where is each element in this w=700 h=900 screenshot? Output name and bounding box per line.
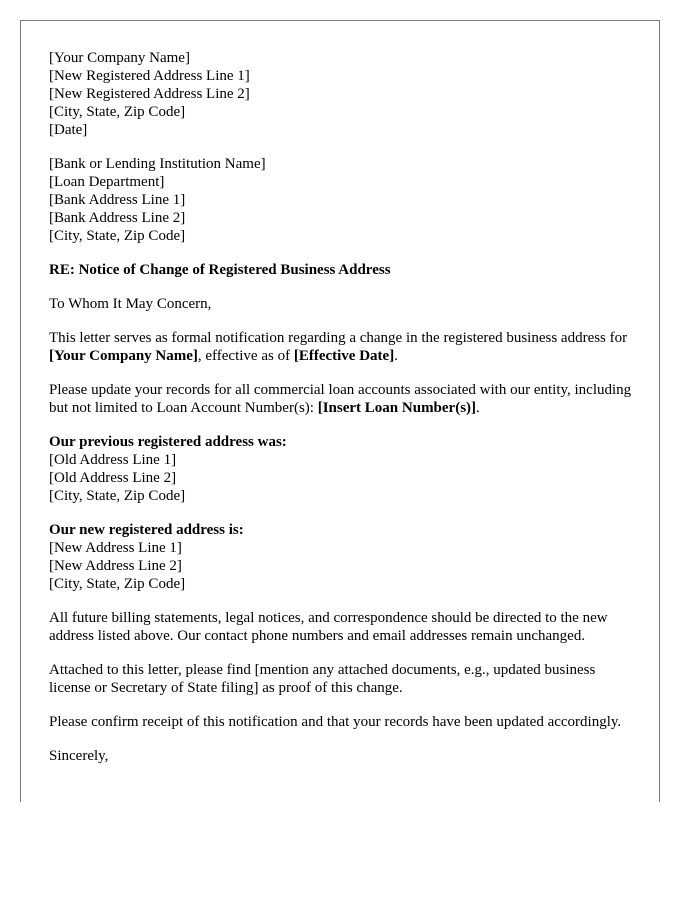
effective-date-placeholder: [Effective Date] (293, 348, 395, 364)
letter-page (20, 20, 660, 802)
recipient-department: [Loan Department] (49, 174, 165, 190)
salutation: To Whom It May Concern, (49, 296, 212, 312)
recipient-address-line-1: [Bank Address Line 1] (49, 192, 186, 208)
recipient-city-state-zip: [City, State, Zip Code] (49, 228, 186, 244)
recipient-address-line-2: [Bank Address Line 2] (49, 210, 186, 226)
paragraph-confirm-receipt: Please confirm receipt of this notification and that your records have been updated accordingly. (49, 714, 622, 730)
sender-address-line-1: [New Registered Address Line 1] (49, 68, 250, 84)
company-name-placeholder: [Your Company Name] (49, 348, 198, 364)
paragraph-notification-text-c: . (394, 348, 398, 364)
paragraph-update-records-text-a: Please update your records for all commercial loan accounts associated with our entity, including but not limited to Loan Account Number(s): (49, 382, 632, 416)
paragraph-notification-text-b: , effective as of (197, 348, 294, 364)
new-address-line-2: [New Address Line 2] (49, 558, 182, 574)
paragraph-future-correspondence: All future billing statements, legal notices, and correspondence should be directed to the new address listed above. Our contact phone numbers and email addresses remain unchanged. (49, 610, 608, 644)
letter-body (49, 49, 639, 781)
loan-number-placeholder: [Insert Loan Number(s)] (317, 400, 477, 416)
new-address-block (49, 521, 639, 593)
recipient-address-block (49, 155, 639, 245)
sender-company-name: [Your Company Name] (49, 50, 190, 66)
previous-address-line-1: [Old Address Line 1] (49, 452, 177, 468)
previous-address-block (49, 433, 639, 505)
previous-address-line-2: [Old Address Line 2] (49, 470, 177, 486)
sender-address-block (49, 49, 639, 139)
paragraph-update-records-text-b: . (476, 400, 480, 416)
recipient-institution-name: [Bank or Lending Institution Name] (49, 156, 266, 172)
new-address-line-1: [New Address Line 1] (49, 540, 182, 556)
sender-city-state-zip: [City, State, Zip Code] (49, 104, 186, 120)
paragraph-notification-text-a: This letter serves as formal notification regarding a change in the registered business address for (49, 330, 628, 346)
paragraph-notification (49, 329, 639, 365)
sender-address-line-2: [New Registered Address Line 2] (49, 86, 250, 102)
previous-address-heading: Our previous registered address was: (49, 434, 287, 450)
previous-address-city-state-zip: [City, State, Zip Code] (49, 488, 186, 504)
letter-date: [Date] (49, 122, 88, 138)
paragraph-update-records (49, 381, 639, 417)
new-address-city-state-zip: [City, State, Zip Code] (49, 576, 186, 592)
paragraph-attachments: Attached to this letter, please find [mention any attached documents, e.g., updated business license or Secretary of State filing] as proof of this change. (49, 662, 596, 696)
new-address-heading: Our new registered address is: (49, 522, 244, 538)
closing: Sincerely, (49, 748, 109, 764)
subject-line: RE: Notice of Change of Registered Business Address (49, 262, 391, 278)
